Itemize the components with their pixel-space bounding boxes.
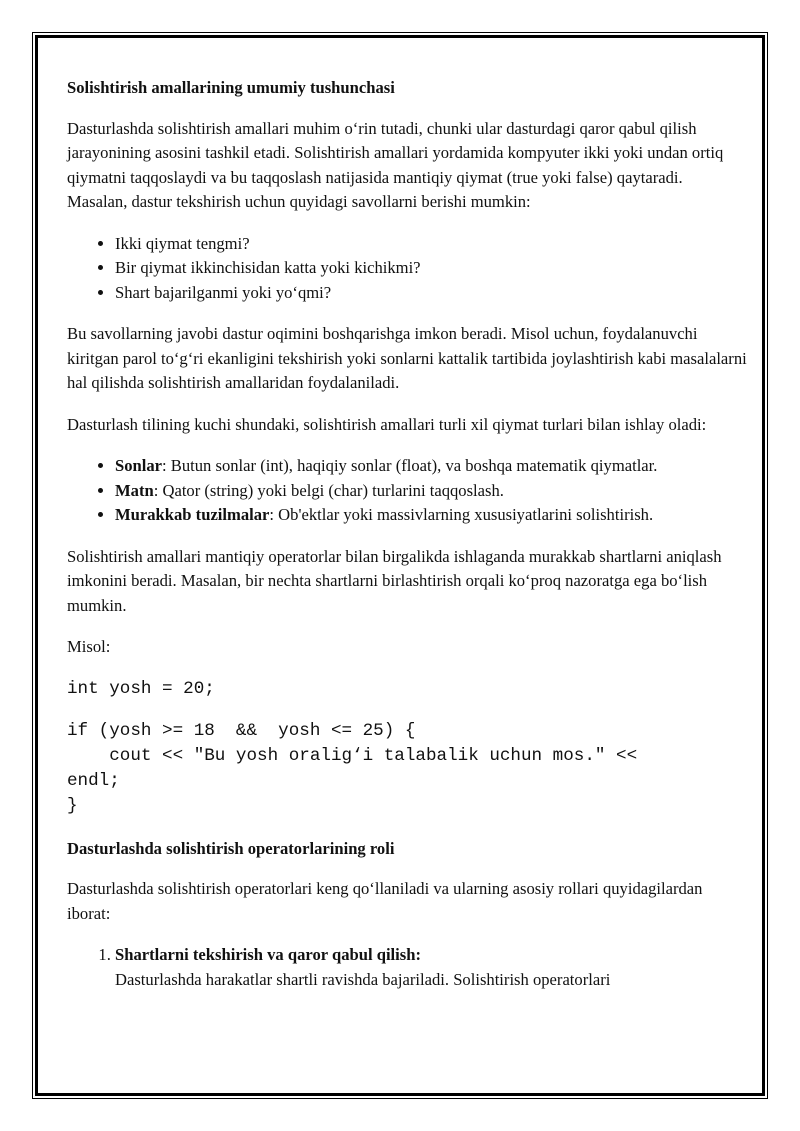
- paragraph-logical-operators: Solishtirish amallari mantiqiy operatorlar bilan birgalikda ishlaganda murakkab shartlarni aniqlash imkonini beradi. Masalan, bir nechta shartlarni birlashtirish orqali ko‘proq nazoratga ega bo‘lish mumkin.: [67, 546, 722, 615]
- code-block-declaration: int yosh = 20;: [67, 678, 215, 699]
- list-item: [115, 943, 747, 992]
- list-item: [115, 503, 747, 528]
- list-item: [115, 479, 747, 504]
- section-heading-comparison-concept: Solishtirish amallarining umumiy tushunchasi: [67, 78, 395, 97]
- paragraph-example-label: Misol:: [67, 637, 111, 656]
- paragraph-intro: Dasturlashda solishtirish amallari muhim o‘rin tutadi, chunki ular dasturdagi qaror qabul qilish jarayonining asosini tashkil etadi. Solishtirish amallari yordamida kompyuter ikki yoki undan ortiq qiymatni taqqoslaydi va bu taqqoslash natijasida mantiqiy qiymat (true yoki false) qaytaradi. Masalan, dastur tekshirish uchun quyidagi savollarni berishi mumkin:: [67, 118, 724, 211]
- code-block-condition: if (yosh >= 18 && yosh <= 25) { cout << "Bu yosh oralig‘i talabalik uchun mos." << endl; }: [67, 720, 638, 816]
- paragraph-answers: Bu savollarning javobi dastur oqimini boshqarishga imkon beradi. Misol uchun, foydalanuvchi kiritgan parol to‘g‘ri ekanligini tekshirish yoki sonlarni kattalik tartibida joylashtirish kabi masalalarni hal qilishda solishtirish amallaridan foydalaniladi.: [67, 324, 747, 392]
- list-item: • Bir qiymat ikkinchisidan katta yoki kichikmi?: [115, 256, 747, 281]
- list-item-title: Shartlarni tekshirish va qaror qabul qilish:: [115, 945, 421, 964]
- list-item-text: : Ob'ektlar yoki massivlarning xususiyatlarini solishtirish.: [269, 505, 654, 524]
- list-item-text: : Butun sonlar (int), haqiqiy sonlar (float), va boshqa matematik qiymatlar.: [162, 456, 658, 475]
- list-item-term: Matn: [115, 480, 154, 500]
- question-list: [67, 232, 747, 306]
- list-item-term: Murakkab tuzilmalar: [115, 505, 270, 524]
- section-heading-operators-role: Dasturlashda solishtirish operatorlarining roli: [67, 838, 395, 858]
- list-item-term: Sonlar: [115, 456, 163, 475]
- list-item: • Shart bajarilganmi yoki yo‘qmi?: [115, 281, 747, 306]
- list-item-text: Dasturlashda harakatlar shartli ravishda bajariladi. Solishtirish operatorlari: [115, 969, 611, 989]
- roles-list: [67, 943, 747, 992]
- paragraph-roles-intro: Dasturlashda solishtirish operatorlari keng qo‘llaniladi va ularning asosiy rollari quyidagilardan iborat:: [67, 879, 703, 923]
- document-body: [67, 76, 747, 992]
- paragraph-types-intro: Dasturlash tilining kuchi shundaki, solishtirish amallari turli xil qiymat turlari bilan ishlay oladi:: [67, 414, 707, 434]
- list-item: [115, 454, 747, 479]
- value-types-list: [67, 454, 747, 528]
- list-item: • Ikki qiymat tengmi?: [115, 232, 747, 257]
- list-item-text: : Qator (string) yoki belgi (char) turlarini taqqoslash.: [153, 480, 504, 500]
